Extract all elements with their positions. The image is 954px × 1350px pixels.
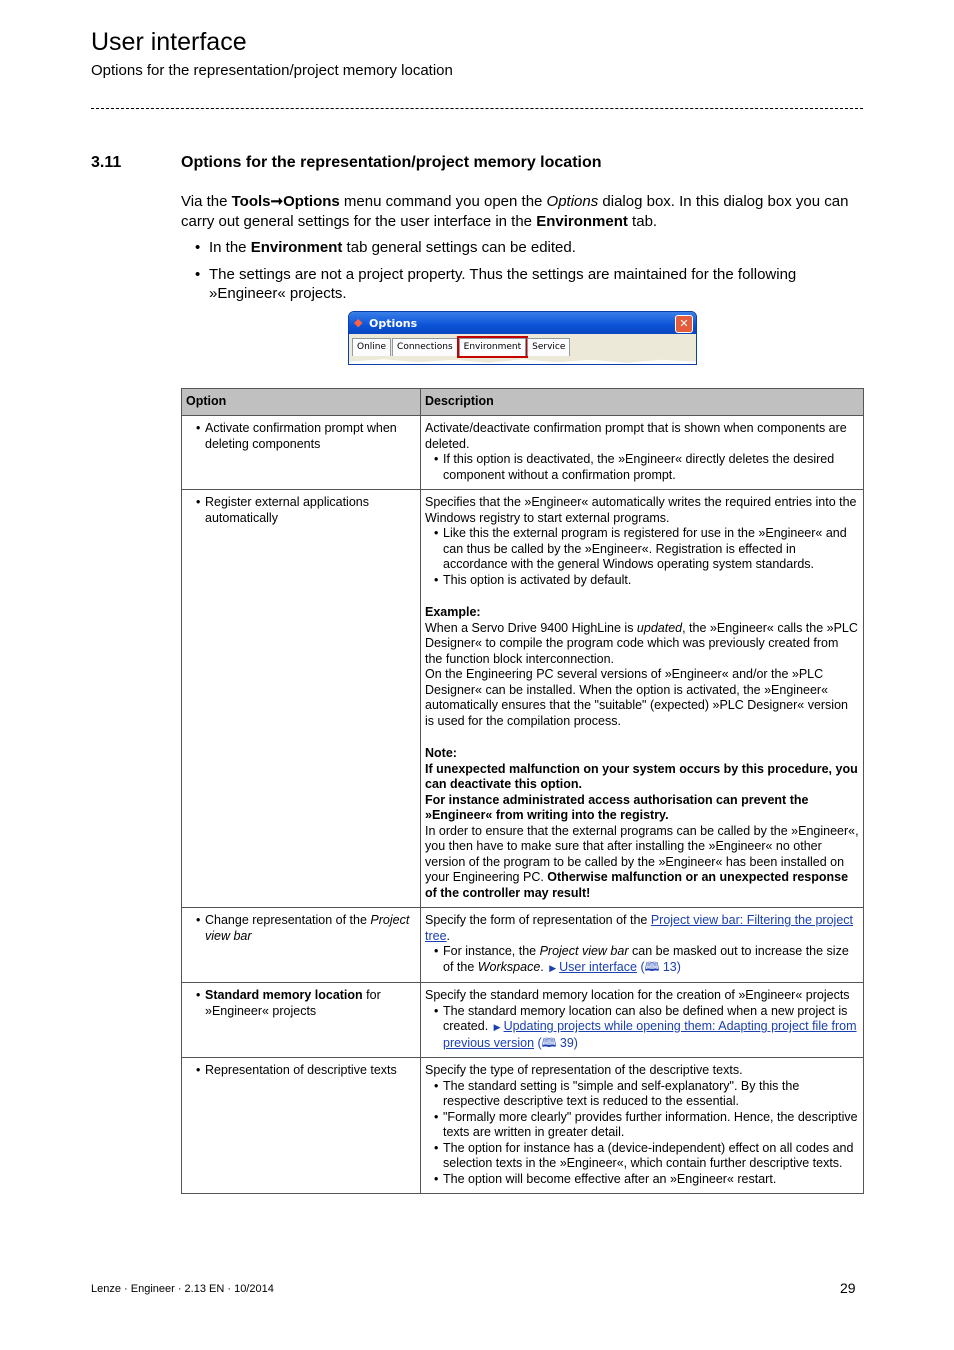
option-cell bbox=[182, 983, 421, 1058]
list-item: • In the Environment tab general settings can be edited. bbox=[181, 238, 861, 258]
option-label: • Standard memory location for »Engineer« projects bbox=[196, 988, 416, 1019]
tab-online: Online bbox=[352, 338, 391, 356]
table-row bbox=[182, 490, 864, 908]
link-arrow-icon: ▶ bbox=[493, 1022, 501, 1032]
intro-text: dialog box. In this dialog box you can carry out general settings for the user interface in the bbox=[181, 193, 849, 230]
list-item: • If this option is deactivated, the »Engineer« directly deletes the desired component without a confirmation prompt. bbox=[425, 452, 859, 483]
torn-edge bbox=[349, 358, 696, 364]
menu-tools: Tools bbox=[231, 193, 271, 210]
intro-text: menu command you open the bbox=[339, 193, 547, 210]
list-item: • "Formally more clearly" provides further information. Hence, the descriptive texts are written in greater detail. bbox=[425, 1110, 859, 1141]
link-user-interface[interactable]: User interface bbox=[559, 959, 637, 974]
option-label: • Activate confirmation prompt when deleting components bbox=[196, 421, 416, 452]
tab-service: Service bbox=[527, 338, 570, 356]
list-item: • The standard setting is "simple and self-explanatory". By this the respective descriptive text is reduced to the essential. bbox=[425, 1079, 859, 1110]
page-number: 29 bbox=[840, 1280, 856, 1296]
options-dialog-screenshot bbox=[348, 311, 697, 365]
page-ref-link[interactable]: (🕮 13) bbox=[640, 959, 681, 974]
example-label: Example: bbox=[425, 605, 481, 619]
close-icon: ✕ bbox=[675, 315, 693, 333]
menu-options: Options bbox=[283, 193, 340, 210]
description-cell: Specify the standard memory location for the creation of »Engineer« projects • The standard memory location can also be defined when a new project is created. ▶ Updating projects while opening them: Adapting project file from previous version (🕮 39) bbox=[421, 983, 864, 1058]
note-label: Note: bbox=[425, 746, 457, 760]
link-updating-projects[interactable]: Updating projects while opening them: Adapting project file from previous version bbox=[443, 1019, 857, 1050]
list-item: • The settings are not a project property. Thus the settings are maintained for the following »Engineer« projects. bbox=[181, 265, 861, 304]
dialog-tabs bbox=[349, 334, 696, 356]
page-header-title: User interface bbox=[91, 28, 247, 56]
tab-connections: Connections bbox=[392, 338, 458, 356]
link-project-view-bar[interactable]: Project view bar: Filtering the project tree bbox=[425, 913, 853, 943]
table-row bbox=[182, 908, 864, 983]
description-cell: Specify the type of representation of the descriptive texts. • The standard setting is "simple and self-explanatory". By this the respective descriptive text is reduced to the essential. • "Formally more clearly" provides further information. Hence, the descriptive texts are written in greater detail. • The option for instance has a (device-independent) effect on all codes and selection texts in the »Engineer«, which contain further descriptive texts. • The option will become effective after an »Engineer« restart. bbox=[421, 1058, 864, 1194]
description-cell: Specifies that the »Engineer« automatically writes the required entries into the Windows registry to start external programs. • Like this the external program is registered for use in the »Engineer« and can thus be called by the »Engineer«. Registration is effected in accordance with the general Windows operating system standards. • This option is activated by default. Example: When a Servo Drive 9400 HighLine is updated, the »Engineer« calls the »PLC Designer« to compile the program code which was previously created from the function block interconnection. On the Engineering PC several versions of »Engineer« and/or the »PLC Designer« can be installed. When the option is activated, the »Engineer« automatically ensures that the "suitable" (expected) »PLC Designer« version is used for the compilation process. Note: If unexpected malfunction on your system occurs by this procedure, you can deactivate this option. For instance administrated access authorisation can prevent the »Engineer« from writing into the registry. In order to ensure that the external programs can be called by the »Engineer«, you then have to make sure that after installing the »Engineer« no other version of the program to be called by the »Engineer« has been installed on your Engineering PC. Otherwise malfunction or an unexpected response of the controller may result! bbox=[421, 490, 864, 908]
list-item: • For instance, the Project view bar can be masked out to increase the size of the Workspace. ▶ User interface (🕮 13) bbox=[425, 944, 859, 976]
col-header-description: Description bbox=[421, 389, 864, 416]
page-ref-link[interactable]: (🕮 39) bbox=[537, 1035, 578, 1050]
table-row bbox=[182, 983, 864, 1058]
tab-environment: Environment bbox=[459, 338, 526, 356]
intro-text: Via the bbox=[181, 193, 232, 210]
dialog-title: Options bbox=[369, 316, 418, 330]
options-table bbox=[181, 388, 864, 1194]
section-title: Options for the representation/project memory location bbox=[181, 154, 602, 171]
description-cell: Specify the form of representation of the Project view bar: Filtering the project tree. • For instance, the Project view bar can be masked out to increase the size of the Workspace. ▶ User interface (🕮 13) bbox=[421, 908, 864, 983]
option-cell bbox=[182, 908, 421, 983]
option-label: • Register external applications automatically bbox=[196, 495, 416, 526]
app-icon: ◆ bbox=[354, 316, 363, 329]
footer-doc-info: Lenze · Engineer · 2.13 EN · 10/2014 bbox=[91, 1283, 274, 1295]
link-arrow-icon: ▶ bbox=[549, 962, 557, 973]
section-number: 3.11 bbox=[91, 154, 122, 171]
dialog-titlebar bbox=[349, 312, 696, 334]
table-row bbox=[182, 416, 864, 490]
option-label: • Change representation of the Project view bar bbox=[196, 913, 416, 944]
tab-name: Environment bbox=[536, 212, 628, 230]
option-cell bbox=[182, 490, 421, 908]
option-cell bbox=[182, 416, 421, 490]
option-cell bbox=[182, 1058, 421, 1194]
menu-arrow-icon: ➞ bbox=[270, 193, 284, 210]
page-header-subtitle: Options for the representation/project memory location bbox=[91, 62, 453, 79]
list-item: • The option for instance has a (device-independent) effect on all codes and selection texts in the »Engineer«, which contain further descriptive texts. bbox=[425, 1141, 859, 1172]
list-item: • Like this the external program is registered for use in the »Engineer« and can thus be called by the »Engineer«. Registration is effected in accordance with the general Windows operating system standards. bbox=[425, 526, 859, 573]
dialog-name: Options bbox=[546, 193, 599, 210]
intro-paragraph bbox=[181, 192, 866, 231]
intro-bullets bbox=[181, 238, 861, 311]
table-header-row bbox=[182, 389, 864, 416]
list-item: • This option is activated by default. bbox=[425, 573, 859, 589]
table-row bbox=[182, 1058, 864, 1194]
option-label: • Representation of descriptive texts bbox=[196, 1063, 416, 1079]
header-separator bbox=[91, 108, 863, 110]
list-item: • The option will become effective after an »Engineer« restart. bbox=[425, 1172, 859, 1188]
list-item: • The standard memory location can also be defined when a new project is created. ▶ Updating projects while opening them: Adapting project file from previous version (🕮 39) bbox=[425, 1004, 859, 1052]
description-cell: Activate/deactivate confirmation prompt that is shown when components are deleted. • If this option is deactivated, the »Engineer« directly deletes the desired component without a confirmation prompt. bbox=[421, 416, 864, 490]
col-header-option: Option bbox=[182, 389, 421, 416]
intro-text: tab. bbox=[627, 212, 658, 230]
